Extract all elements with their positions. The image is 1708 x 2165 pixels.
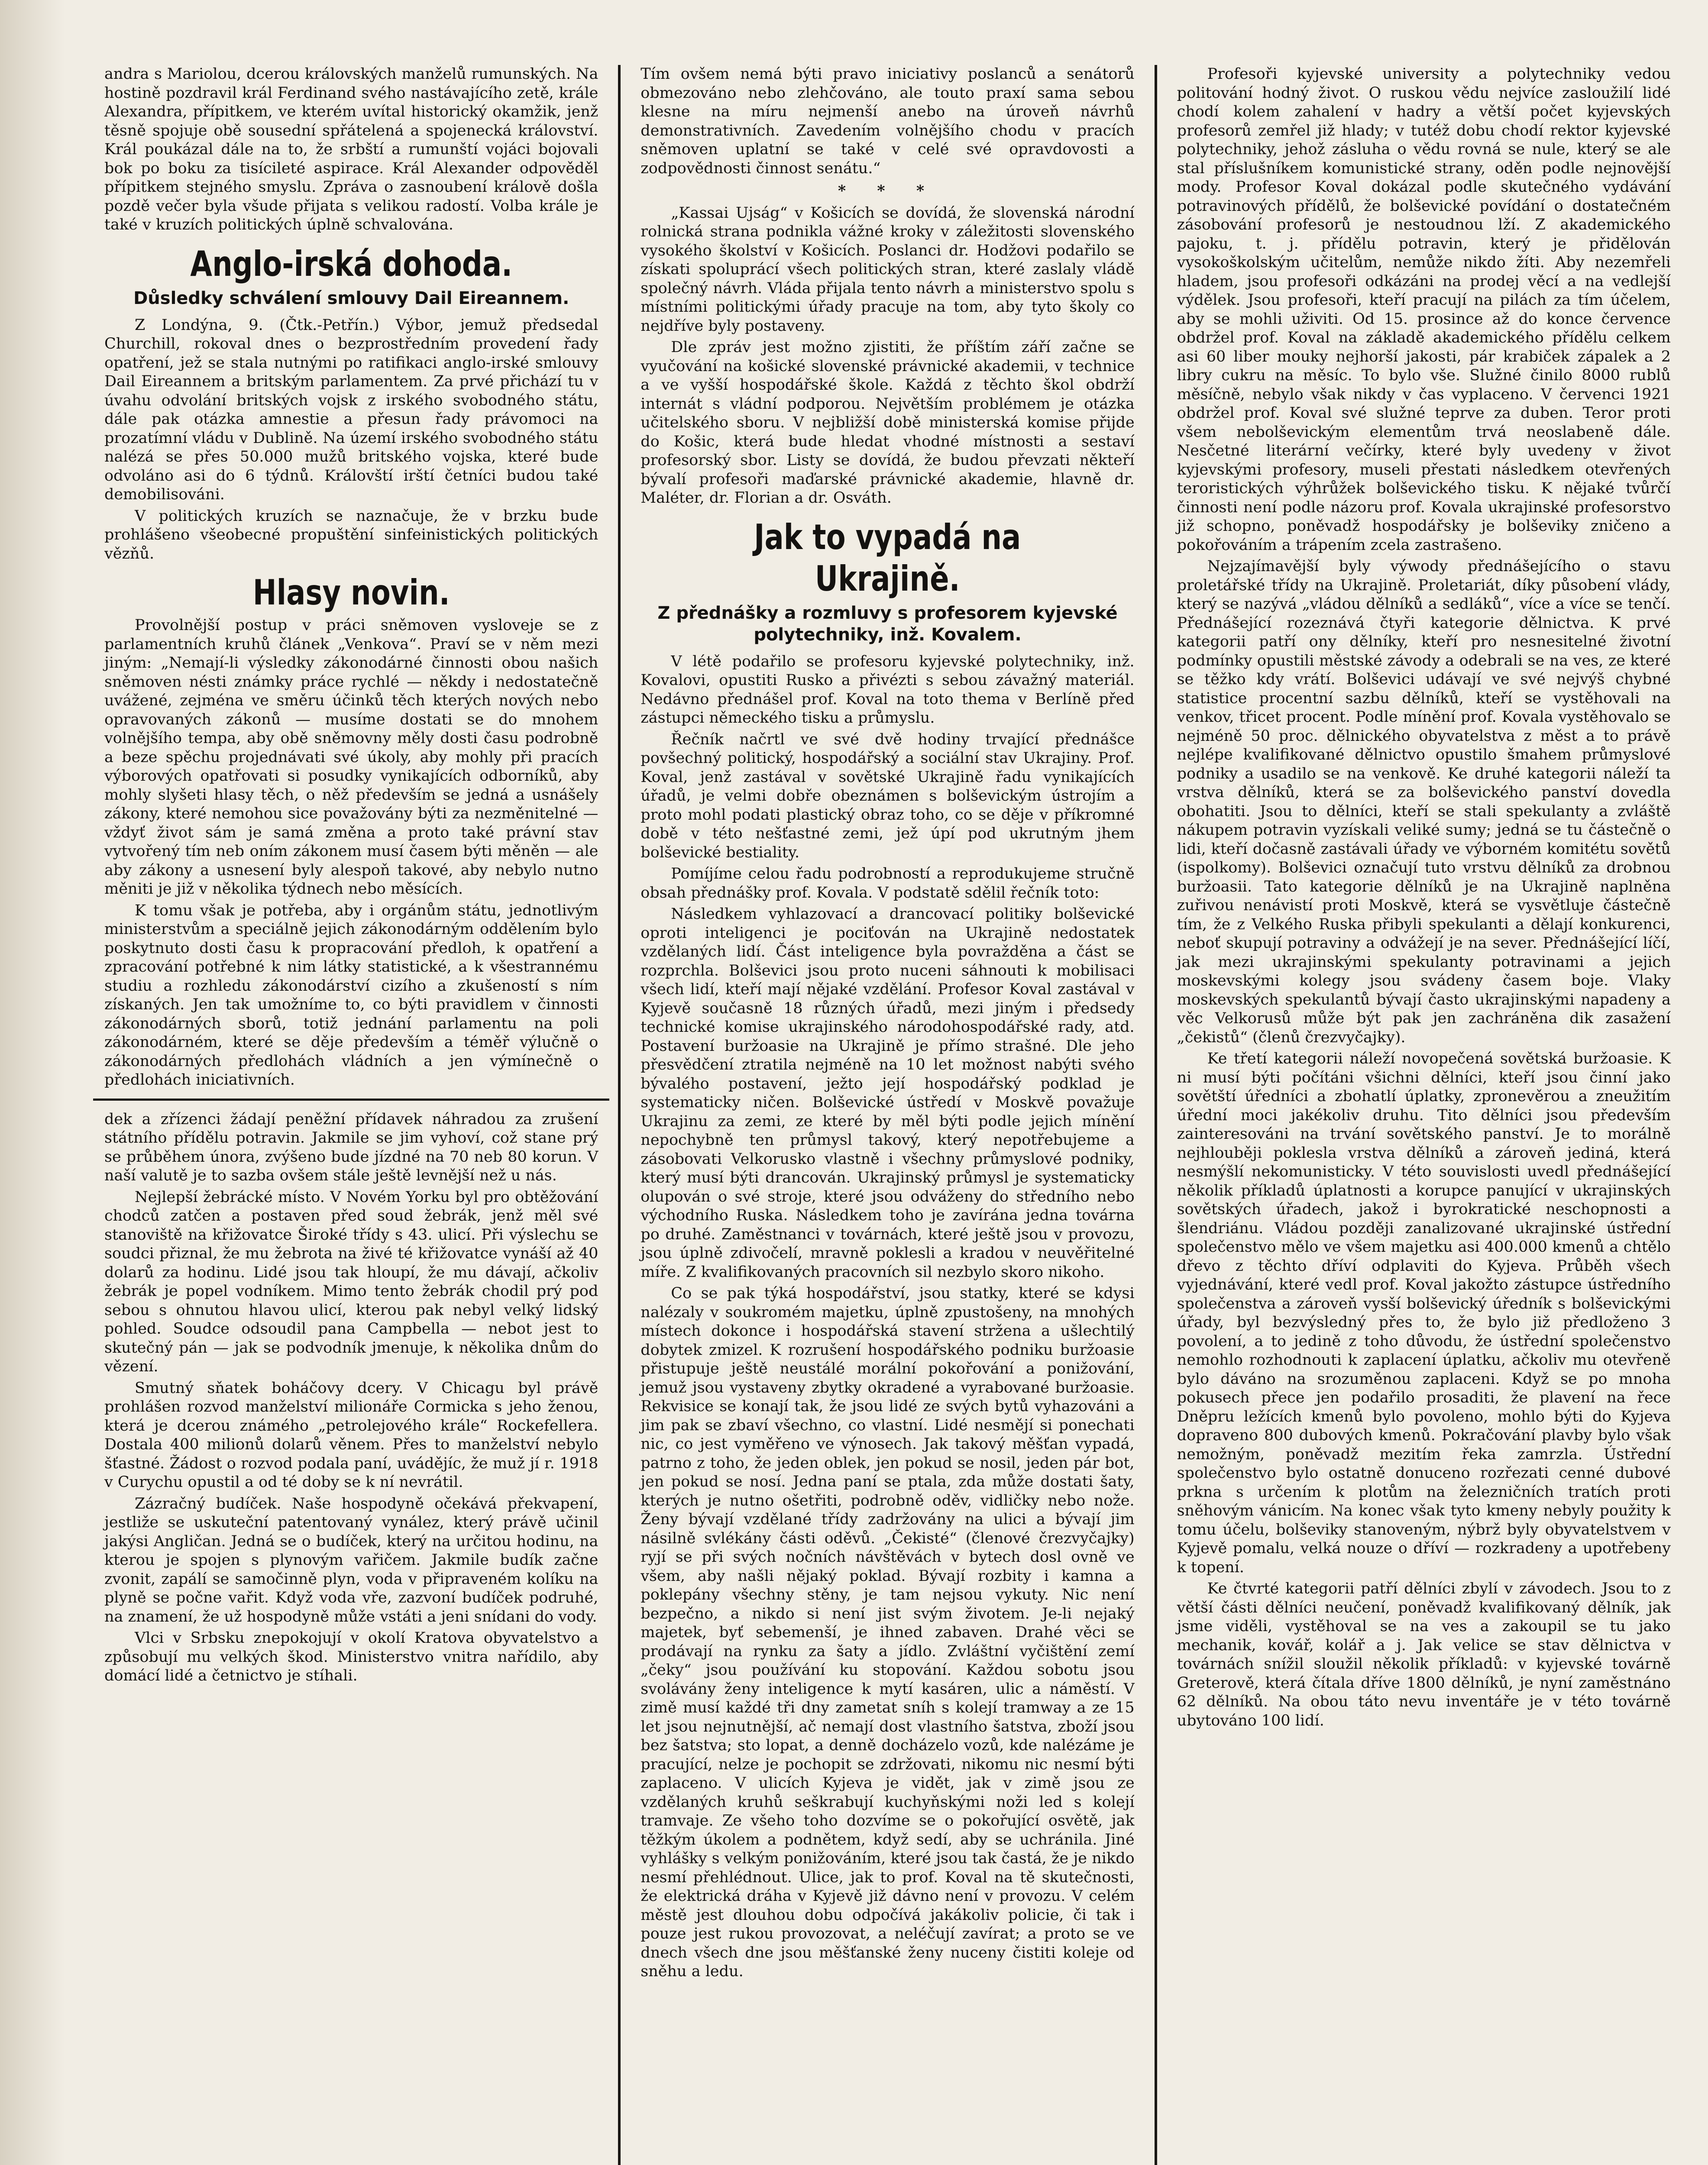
article-paragraph: Provolnější postup v práci sněmoven vysloveje se z parlamentních kruhů článek „Venkova“. Praví se v něm mezi jiným: „Nemají-li výsledky zákonodárné činnosti obou našich sněmoven nésti známky práce rychlé — někdy i nedostatečně uvážené, zejména ve směru účinků těch kterých nových nebo opravovaných zákonů — musíme dostati se do mnohem volnějšího tempa, aby obě sněmovny měly dosti času podrobně a beze spěchu projednávati své úkoly, aby mohly při pracích výborových opatřovati si posudky vynikajících odborníků, aby mohly slyšeti hlasy těch, o něž především se jedná a usnášely zákony, které nemohou sice považovány býti za nezměnitelné — vždyť život sám je samá změna a proto také právní stav vytvořený tím neb oním zákonem musí časem býti měněn — ale aby zákony a usnesení byly alespoň takové, aby nebylo nutno měniti je již v několika týdnech nebo měsících. — [104, 617, 598, 898]
article-paragraph: „Kassai Ujság“ v Košicích se dovídá, že slovenská národní rolnická strana podnikla vážné kroky v záležitosti slovenského vysokého školství v Košicích. Poslanci dr. Hodžovi podařilo se získati spoluprácí všech politických stran, které zaslaly vládě společný návrh. Vláda přijala tento návrh a ministerstvo spolu s místními politickými úřady pracuje na tom, aby tyto školy co nejdříve byly postaveny. — [640, 204, 1135, 335]
column-1 — [93, 65, 609, 2165]
news-item: Nejlepší žebrácké místo. V Novém Yorku byl pro obtěžování chodců zatčen a postaven před soud žebrák, jenž měl své stanoviště na křižovatce Široké třídy s 43. ulicí. Při výslechu se soudci přiznal, že mu žebrota na živé té křižovatce vynáší až 40 dolarů za hodinu. Lidé jsou tak hloupí, že mu dávají, ačkoliv žebrák je popel vodníkem. Mimo tento žebrák chodil prý pod sebou s ohnutou hlavou ulicí, kterou pak nebyl velký lidský pohled. Soudce odsoudil pana Campbella — nebot jest to skutečný pán — jak se podvodník jmenuje, k několika dnům do vězení. — [104, 1188, 598, 1375]
news-item: Smutný sňatek boháčovy dcery. V Chicagu byl právě prohlášen rozvod manželství milionáře Cormicka s jeho ženou, která je dcerou známého „petrolejového krále“ Rockefellera. Dostala 400 milionů dolarů věnem. Přes to manželství nebylo šťastné. Žádost o rozvod podala paní, uvádějíc, že muž jí r. 1918 v Curychu opustil a od té doby se k ní nevrátil. — [104, 1379, 598, 1491]
article-paragraph: Z Londýna, 9. (Čtk.-Petřín.) Výbor, jemuž předsedal Churchill, rokoval dnes o bezprostředním provedení řady opatření, jež se stala nutnými po ratifikaci anglo-irské smlouvy Dail Eireannem a britským parlamentem. Za prvé přichází tu v úvahu odvolání britských vojsk z irského svobodného státu, dále pak otázka amnestie a přesun řady právomoci na prozatímní vládu v Dublině. Na území irského svobodného státu nalézá se přes 50.000 mužů britského vojska, které bude odvoláno asi do 6 týdnů. Královští irští četníci budou také demobilisováni. — [104, 316, 598, 503]
article-paragraph: Ke čtvrté kategorii patří dělníci zbylí v závodech. Jsou to z větší části dělníci neučení, poněvadž kvalifikovaný dělník, jak jsme viděli, vystěhoval se na ves a zakoupil se tu jako mechanik, kovář, kolář a j. Jak velice se stav dělnictva v továrnách snížil sloužil několik příkladů: v kyjevské továrně Greterově, která čítala dříve 1800 dělníků, je nyní zaměstnáno 62 dělníků. Na obou táto nevu inventáře je v této továrně ubytováno 100 lidí. — [1177, 1580, 1671, 1729]
article-paragraph: V politických kruzích se naznačuje, že v brzku bude prohlášeno všeobecné propuštění sinfeinistických politických vězňů. — [104, 507, 598, 562]
headline-anglo-irish: Anglo-irská dohoda. — [190, 243, 513, 284]
column-rule — [1155, 65, 1157, 2165]
article-paragraph: Dle zpráv jest možno zjistiti, že příštím září začne se vyučování na košické slovenské právnické akademii, v technice a ve vyšší hospodářské škole. Každá z těchto škol obdrží internát s vládní podporou. Největším problémem je otázka učitelského sboru. V nejbližší době ministerská komise přijde do Košic, která bude hledat vhodné místnosti a sestaví profesorský sbor. Listy se dovídá, že budou převzati někteří bývalí profesoři maďarské právnické akademie, hlavně dr. Maléter, dr. Florian a dr. Osváth. — [640, 339, 1135, 507]
subheadline-ukrajina: Z přednášky a rozmluvy s profesorem kyjevské polytechniky, inž. Kovalem. — [657, 603, 1118, 645]
section-divider — [93, 1099, 609, 1101]
article-continuation-text: Tím ovšem nemá býti pravo iniciativy poslanců a senátorů obmezováno nebo zlehčováno, ale touto praxí sama sebou klesne na míru nejmenší anebo na úroveň návrhů demonstrativních. Zavedením volnějšího chodu v pracích sněmoven uplatní se také v celé své opravdovosti a zodpovědnosti činnost senátu.“ — [640, 65, 1135, 177]
article-paragraph: K tomu však je potřeba, aby i orgánům státu, jednotlivým ministerstvům a speciálně jejich zákonodárným oddělením bylo poskytnuto dosti času k propracování předloh, k opatření a zpracování potřebné k nim látky statistické, a k všestrannému studiu a rozhledu zákonodárství cizího a zkušeností s ním získaných. Jen tak umožníme to, co býti pravidlem v činnosti zákonodárných sborů, totiž jednání parlamentu na poli zákonodárném, které se děje především a téměř výlučně o zákonodárných předlohách vládních a jen výmínečně o předlohách iniciativních. — [104, 902, 598, 1089]
column-2 — [629, 65, 1145, 2165]
section-stars: * * * — [838, 182, 938, 200]
column-rule — [618, 65, 621, 2165]
subheadline-anglo-irish: Důsledky schválení smlouvy Dail Eireannem. — [133, 288, 569, 308]
article-paragraph: Řečník načrtl ve své dvě hodiny trvající přednášce povšechný politický, hospodářský a sociální stav Ukrajiny. Prof. Koval, jenž zastával v sovětské Ukrajině řadu vynikajících úřadů, je velmi dobře obeznámen s bolševickým ústrojím a proto mohl podati plastický obraz toho, co se děje v příkromné době v této nešťastné zemi, jež úpí pod ukrutným jhem bolševické bestiality. — [640, 730, 1135, 861]
article-continuation-text: andra s Mariolou, dcerou královských manželů rumunských. Na hostině pozdravil král Ferdinand svého nastávajícího zetě, krále Alexandra, přípitkem, ve kterém uvítal historický okamžik, jenž těsně spojuje obě sousední spřátelená a spojenecká království. Král poukázal dále na to, že srbští a rumunští vojáci bojovali bok po boku za tisícileté aspirace. Král Alexander odpověděl přípitkem stejného smyslu. Zpráva o zasnoubení králově došla pozdě večer byla všude přijata s velikou radostí. Volba krále je také v kruzích politických úplně schvalována. — [104, 65, 598, 233]
paper-edge-shadow — [0, 0, 65, 2165]
column-3 — [1166, 65, 1682, 2165]
news-item: Vlci v Srbsku znepokojují v okolí Kratova obyvatelstvo a způsobují mu velkých škod. Ministerstvo vnitra nařídilo, aby domácí lidé a četnictvo je stíhali. — [104, 1629, 598, 1684]
headline-hlasy-novin: Hlasy novin. — [252, 572, 450, 613]
article-paragraph: Ke třetí kategorii náleží novopečená sovětská buržoasie. K ni musí býti počítáni všichni dělníci, kteří jsou činní jako sovětští úředníci a zbohatlí úplatky, zpronevěrou a zneužitím úřední moci jakékoliv druhu. Tito dělníci jsou především zainteresováni na trvání sovětského panství. Je to morálně nejhlouběji poklesla vrstva dělníků a zároveň jediná, která nesmýšlí nekomunisticky. V této souvislosti uvedl přednášející několik příkladů úplatnosti a korupce panující v ukrajinských sovětských úřadech, jakož i byrokratické neschopnosti a šlendriánu. Vládou později zanalizované ukrajinské ústřední společenstvo mělo ve všem majetku asi 400.000 kmenů a chtělo dřevo z těchto dříví odplaviti do Kyjeva. Průběh všech vyjednávání, které vedl prof. Koval jakožto zástupce ústředního společenstva a zároveň vysší bolševický úředník s bolševickými úřady, byl bezvýsledný přes to, že bylo již předloženo 3 povolení, a to jedině z toho důvodu, že ústřední společenstvo nemohlo rozhodnouti k zaplacení úplatku, ačkoliv mu otevřeně bylo dáváno na srozuměnou zaplaceni. Když se po mnoha pokusech přece jen podařilo prosaditi, že plavení na řece Dněpru ležících kmenů bylo povoleno, mohlo býti do Kyjeva dopraveno 800 dubových kmenů. Pokračování plavby bylo však nemožným, poněvadž mezitím řeka zamrzla. Ústřední společenstvo bylo ostatně donuceno rozřezati cenné dubové prkna s určením k plotům na železničních tratích proti sněhovým vánicím. Na konec však tyto kmeny nebyly použity k tomu účelu, bolševiky stanoveným, nýbrž byly obyvatelstvem v Kyjevě pomalu, velká nouze o dříví — rozkradeny a upotřebeny k topení. — [1177, 1050, 1671, 1576]
article-paragraph: Profesoři kyjevské university a polytechniky vedou politování hodný život. O ruskou vědu nejvíce zasloužilí lidé chodí kolem zahalení v hadry a větší počet kyjevských profesorů zemřel již hlady; v tutéž dobu chodí rektor kyjevské polytechniky, jehož zásluha o vědu rovná se nule, který se ale stal příslušníkem komunistické strany, oděn podle nejnovější mody. Profesor Koval dokázal podle skutečného vydávání potravinových přídělů, že bolševické povídání o dostatečném zásobování profesorů je nestoudnou lží. Z akademického pajoku, t. j. přídělu potravin, který je přidělován vysokoškolským učitelům, nemůže nikdo žíti. Aby nezemřeli hladem, jsou profesoři odkázáni na prodej věcí a na vedlejší výdělek. Jsou profesoři, kteří pracují na pilách za tím účelem, aby se mohli uživiti. Od 15. prosince až do konce července obdržel prof. Koval na základě akademického přídělu celkem asi 60 liber mouky nejhorší jakosti, pár krabiček zápalek a 2 libry cukru na měsíc. To bylo vše. Služné činilo 8000 rublů měsíčně, nebylo však nikdy v čas vyplaceno. V červenci 1921 obdržel prof. Koval své služné teprve za duben. Teror proti všem nebolševickým elementům trvá neoslabeně dále. Nesčetné literární večírky, které byly uvedeny v život kyjevskými profesory, museli přestati následkem otevřených teroristických výhrůžek bolševického tisku. K nějaké tvůrčí činnosti není podle názoru prof. Kovala ukrajinské profesorstvo již schopno, poněvadž hospodářsky je bolševiky zničeno a pokořováním a trápením zcela zastrašeno. — [1177, 65, 1671, 554]
article-paragraph: Pomíjíme celou řadu podrobností a reprodukujeme stručně obsah přednášky prof. Kovala. V podstatě sdělil řečník toto: — [640, 865, 1135, 902]
columns — [93, 65, 1682, 2165]
headline-ukrajina: Jak to vypadá na Ukrajině. — [754, 517, 1021, 599]
article-paragraph: Nejzajímavější byly výwody přednášejícího o stavu proletářské třídy na Ukrajině. Proletariát, díky působení vlády, který se nazývá „vládou dělníků a sedláků“, více a více se tenčí. Přednášející rozeznává čtyři kategorie dělnictva. K prvé kategorii patří ony dělníky, kteří pro nesnesitelné životní podmínky opustili městské závody a odebrali se na ves, ze které se těžko kdy vrátí. Bolševici udávají ve své nejvýš chybné statistice procentní sazbu dělníků, kteří se vystěhovali na venkov, třicet procent. Podle mínění prof. Kovala vystěhovalo se nejméně 50 proc. dělnického obyvatelstva z měst a to právě nejlépe kvalifikované dělnictvo opustilo šmahem průmyslové podniky a usadilo se na venkově. Ke druhé kategorii náleží ta vrstva dělníků, která se za bolševického panství dovedla obohatiti. Jsou to dělníci, kteří se stali spekulanty a zvláště nákupem potravin vyzískali veliké sumy; jedná se tu částečně o lidi, kteří dočasně zastávali úřady ve výborném komitétu sovětů (ispolkomy). Bolševici označují tuto vrstvu dělníků za drobnou buržoasii. Tato kategorie dělníků je na Ukrajině naplněna zuřivou nenávistí proti Moskvě, která se vysvětluje částečně tím, že z Velkého Ruska přibyli spekulanti a dělají konkurenci, neboť skupují potraviny a odvážejí je na sever. Přednášející líčí, jak mezi ukrajinskými spekulanty potravinami a jejich moskevskými kolegy jsou svádeny časem boje. Vlaky moskevských spekulantů bývají často ukrajinskými napadeny a věc Velkorusů může být pak jen zachráněna dik zasažení „čekistů“ (členů črezvyčajky). — [1177, 558, 1671, 1046]
article-paragraph: V létě podařilo se profesoru kyjevské polytechniky, inž. Kovalovi, opustiti Rusko a přivézti s sebou závažný materiál. Nedávno přednášel prof. Koval na toto thema v Berlíně před zástupci německého tisku a průmyslu. — [640, 653, 1135, 727]
article-paragraph: Co se pak týká hospodářství, jsou statky, které se kdysi nalézaly v soukromém majetku, úplně zpustošeny, na mnohých místech dokonce i hospodářská stavení stržena a ušlechtilý dobytek zmizel. K rozrušení hospodářského podniku buržoasie přistupuje ještě neustálé morální pokořování a ponižování, jemuž jsou vystaveny zbytky okradené a vyrabované buržoasie. Rekvisice se konají tak, že jsou lidé ze svých bytů vyhazováni a jim pak se zbaví všechno, co vlastní. Lidé nesmějí si ponechati nic, co jest vyměřeno ve výnosech. Jak takový měšťan vypadá, patrno z toho, že jeden oblek, jen pokud se nosil, jeden pár bot, jen pokud se nosí. Jedna paní se ptala, zda může dostati šaty, kterých je nutno ošetřiti, podrobně oděv, vidličky nebo nože. Ženy bývají vzdělané třídy zadržovány na ulici a bývají jim násilně svlékány části oděvů. „Čekisté“ (členové črezvyčajky) ryjí se při svých nočních návštěvách v bytech dosl ovně ve všem, aby našli nějaký poklad. Bývají rozbity i kamna a poklepány všechny stěny, je tam nejsou vykuty. Nic není bezpečno, a nikdo si není jist svým životem. Je-li nejaký majetek, byť sebemenší, je ihned zabaven. Drahé věci se prodávají na rynku za šaty a jídlo. Zvláštní vyčištění zemí „čeky“ jsou používání ku stopování. Každou sobotu jsou svolávány ženy inteligence k mytí kasáren, ulic a náměstí. V zimě musí každé tři dny zametat sníh s kolejí tramway a ze 15 let jsou nejnutnější, ač nemají dost vlastního šatstva, zboží jsou bez šatstva; sto lopat, a denně docházelo vozů, kde nalézáme je pracující, nelze je pochopit se zdržovati, nikomu nic nesmí býti zaplaceno. V ulicích Kyjeva je vidět, jak v zimě jsou ze vzdělaných kruhů seškrabují kuchyňskými noži led s kolejí tramvaje. Ze všeho toho dozvíme se o pokořující osvětě, jak těžkým úkolem a podnětem, když sedí, aby se uchránila. Jiné vyhlášky s velkým ponižováním, které jsou tak častá, že je nikdo nesmí přehlédnout. Ulice, jak to prof. Koval na tě skutečnosti, že elektrická dráha v Kyjevě již dávno není v provozu. V celém městě jest dlouhou dobu odpočívá jakákoliv policie, či tak i pouze jest rukou provozovat, a neléčují zavírat; a proto se ve dnech všech dne jsou měšťanské ženy nuceny čistiti koleje od sněhu a ledu. — [640, 1285, 1135, 1980]
article-paragraph: dek a zřízenci žádají peněžní přídavek náhradou za zrušení státního přídělu potravin. Jakmile se jim vyhoví, což stane prý se průběhem února, zvýšeno bude jízdné na 70 neb 80 korun. V naší valutě je to sazba ovšem stále ještě levnější než u nás. — [104, 1110, 598, 1184]
article-paragraph: Následkem vyhlazovací a drancovací politiky bolševické oproti inteligenci je pociťován na Ukrajině nedostatek vzdělaných lidí. Část inteligence byla povražděna a část se rozprchla. Bolševici jsou proto nuceni sáhnouti k mobilisaci všech lidí, kteří mají nějaké vzdělání. Profesor Koval zastával v Kyjevě současně 18 různých úřadů, mezi jiným i předsedy technické komise ukrajinského národohospodářské rady, atd. Postavení buržoasie na Ukrajině je přímo strašné. Dle jeho přesvědčení ztratila nejméně na 10 let možnost nabýti svého bývalého postavení, ježto její hospodářský podklad je systematicky ničen. Bolševické ústředí v Moskvě považuje Ukrajinu za zemi, ze které by měl býti podle jejich mínění nepochybně ten průmysl takový, který nepotřebujeme a zásobovati Velkorusko vlastně i všechny průmyslové podniky, který musí býti drancován. Ukrajinský průmysl je systematicky olupován o své stroje, které jsou odváženy do středního nebo východního Ruska. Následkem toho je zavírána jedna továrna po druhé. Zaměstnanci v továrnách, které ještě jsou v provozu, jsou úplně zdivočelí, mravně poklesli a kradou v neuvěřitelné míře. Z kvalifikovaných pracovních sil nezbylo skoro nikoho. — [640, 905, 1135, 1281]
news-item: Zázračný budíček. Naše hospodyně očekává překvapení, jestliže se uskuteční patentovaný vynález, který právě učinil jakýsi Angličan. Jedná se o budíček, který na určitou hodinu, na kterou je spojen s plynovým vařičem. Jakmile budík začne zvonit, zapálí se samočinně plyn, voda v připraveném kolíku na plyně se počne vařit. Když voda vře, zazvoní budíček podruhé, na znamení, že už hospodyně může vstáti a jeni snídani do vody. — [104, 1495, 598, 1625]
